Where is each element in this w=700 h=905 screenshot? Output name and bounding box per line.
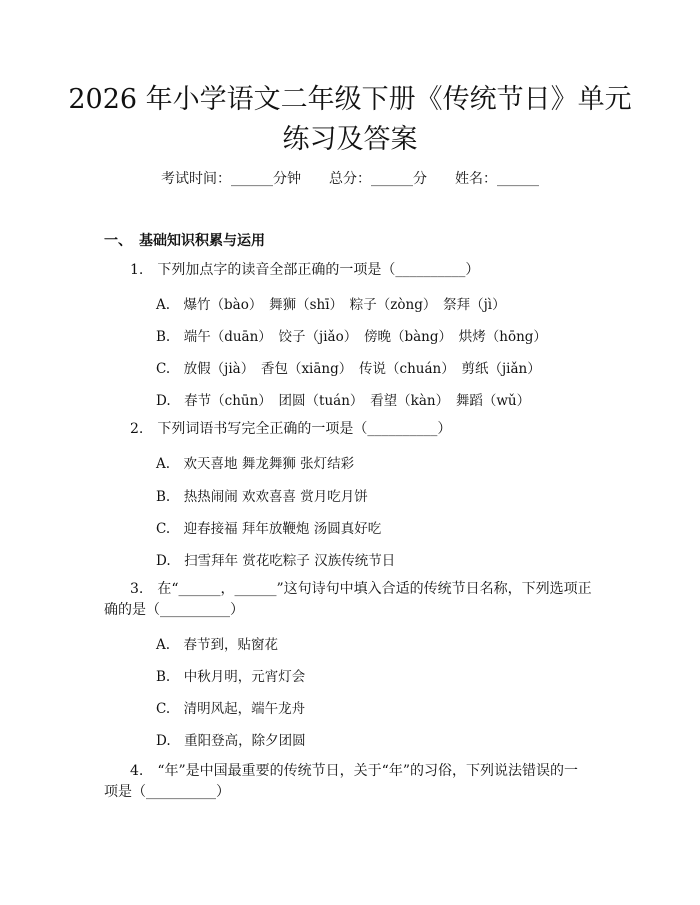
question-2-option-b: B. 热热闹闹 欢欢喜喜 赏月吃月饼 — [156, 489, 368, 505]
question-3-option-b: B. 中秋月明，元宵灯会 — [156, 669, 306, 685]
question-4-stem-line-1: 4. “年”是中国最重要的传统节日，关于“年”的习俗，下列说法错误的一 — [130, 763, 578, 779]
question-1-stem: 1. 下列加点字的读音全部正确的一项是（__________） — [130, 262, 480, 278]
section-heading: 一、 基础知识积累与运用 — [104, 233, 265, 249]
question-3-option-d: D. 重阳登高，除夕团圆 — [156, 733, 306, 749]
question-4-stem-line-2: 项是（__________） — [104, 784, 230, 800]
question-3-stem-line-1: 3. 在“______，______”这句诗句中填入合适的传统节日名称，下列选项正 — [130, 581, 592, 597]
question-2-option-a: A. 欢天喜地 舞龙舞狮 张灯结彩 — [156, 456, 355, 472]
question-2-option-d: D. 扫雪拜年 赏花吃粽子 汉族传统节日 — [156, 553, 396, 569]
question-1-option-c: C. 放假（jià） 香包（xiāng） 传说（chuán） 剪纸（jiǎn） — [156, 361, 541, 377]
question-3-option-c: C. 清明风起，端午龙舟 — [156, 701, 306, 717]
question-2-stem: 2. 下列词语书写完全正确的一项是（__________） — [130, 421, 452, 437]
question-2-option-c: C. 迎春接福 拜年放鞭炮 汤圆真好吃 — [156, 521, 382, 537]
question-1-option-a: A. 爆竹（bào） 舞狮（shī） 粽子（zòng） 祭拜（jì） — [156, 297, 506, 313]
exam-info-line: 考试时间：______分钟 总分：______分 姓名：______ — [161, 171, 539, 187]
question-1-option-d: D. 春节（chūn） 团圆（tuán） 看望（kàn） 舞蹈（wǔ） — [156, 393, 531, 409]
question-3-stem-line-2: 确的是（__________） — [104, 602, 244, 618]
question-3-option-a: A. 春节到，贴窗花 — [156, 637, 279, 653]
question-1-option-b: B. 端午（duān） 饺子（jiǎo） 傍晚（bàng） 烘烤（hōng） — [156, 329, 547, 345]
page-title: 2026 年小学语文二年级下册《传统节日》单元练习及答案 — [68, 84, 632, 155]
